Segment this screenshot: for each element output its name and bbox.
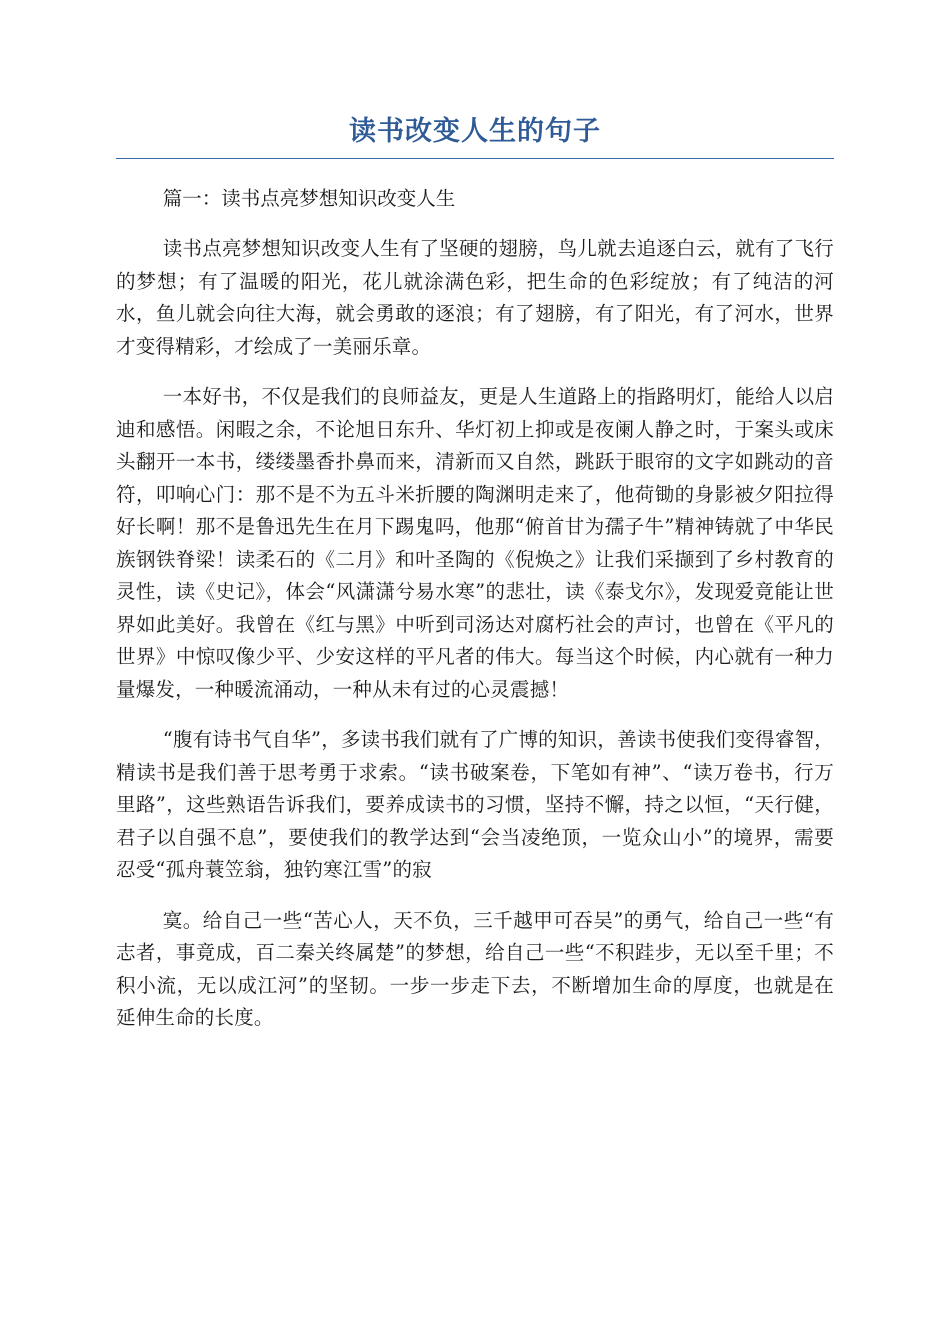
section-heading: 篇一：读书点亮梦想知识改变人生	[162, 187, 456, 210]
document-page	[116, 0, 834, 1035]
title-underline	[116, 158, 834, 159]
paragraph-4: 寞。给自己一些“苦心人，天不负，三千越甲可吞吴”的勇气，给自己一些“有志者，事竟成，百二秦关终属楚”的梦想，给自己一些“不积跬步，无以至千里；不积小流，无以成江河”的坚韧。一步一步走下去，不断增加生命的厚度，也就是在延伸生命的长度。	[116, 908, 834, 1029]
paragraph-3: “腹有诗书气自华”，多读书我们就有了广博的知识，善读书使我们变得睿智，精读书是我们善于思考勇于求索。“读书破案卷，下笔如有神”、“读万卷书，行万里路”，这些熟语告诉我们，要养成读书的习惯，坚持不懈，持之以恒，“天行健，君子以自强不息”，要使我们的教学达到“会当凌绝顶，一览众山小”的境界，需要忍受“孤舟蓑笠翁，独钓寒江雪”的寂	[116, 728, 834, 881]
paragraph-2: 一本好书，不仅是我们的良师益友，更是人生道路上的指路明灯，能给人以启迪和感悟。闲暇之余，不论旭日东升、华灯初上抑或是夜阑人静之时，于案头或床头翻开一本书，缕缕墨香扑鼻而来，清新而又自然，跳跃于眼帘的文字如跳动的音符，叩响心门：那不是不为五斗米折腰的陶渊明走来了，他荷锄的身影被夕阳拉得好长啊！那不是鲁迅先生在月下踢鬼吗，他那“俯首甘为孺子牛”精神铸就了中华民族钢铁脊梁！读柔石的《二月》和叶圣陶的《倪焕之》让我们采撷到了乡村教育的灵性，读《史记》，体会“风潇潇兮易水寒”的悲壮，读《泰戈尔》，发现爱竟能让世界如此美好。我曾在《红与黑》中听到司汤达对腐朽社会的声讨，也曾在《平凡的世界》中惊叹像少平、少安这样的平凡者的伟大。每当这个时候，内心就有一种力量爆发，一种暖流涌动，一种从未有过的心灵震撼！	[116, 385, 834, 701]
document-title: 读书改变人生的句子	[349, 116, 601, 147]
paragraph-1: 读书点亮梦想知识改变人生有了坚硬的翅膀，鸟儿就去追逐白云，就有了飞行的梦想；有了温暖的阳光，花儿就涂满色彩，把生命的色彩绽放；有了纯洁的河水，鱼儿就会向往大海，就会勇敢的逐浪；有了翅膀，有了阳光，有了河水，世界才变得精彩，才绘成了一美丽乐章。	[116, 237, 834, 358]
